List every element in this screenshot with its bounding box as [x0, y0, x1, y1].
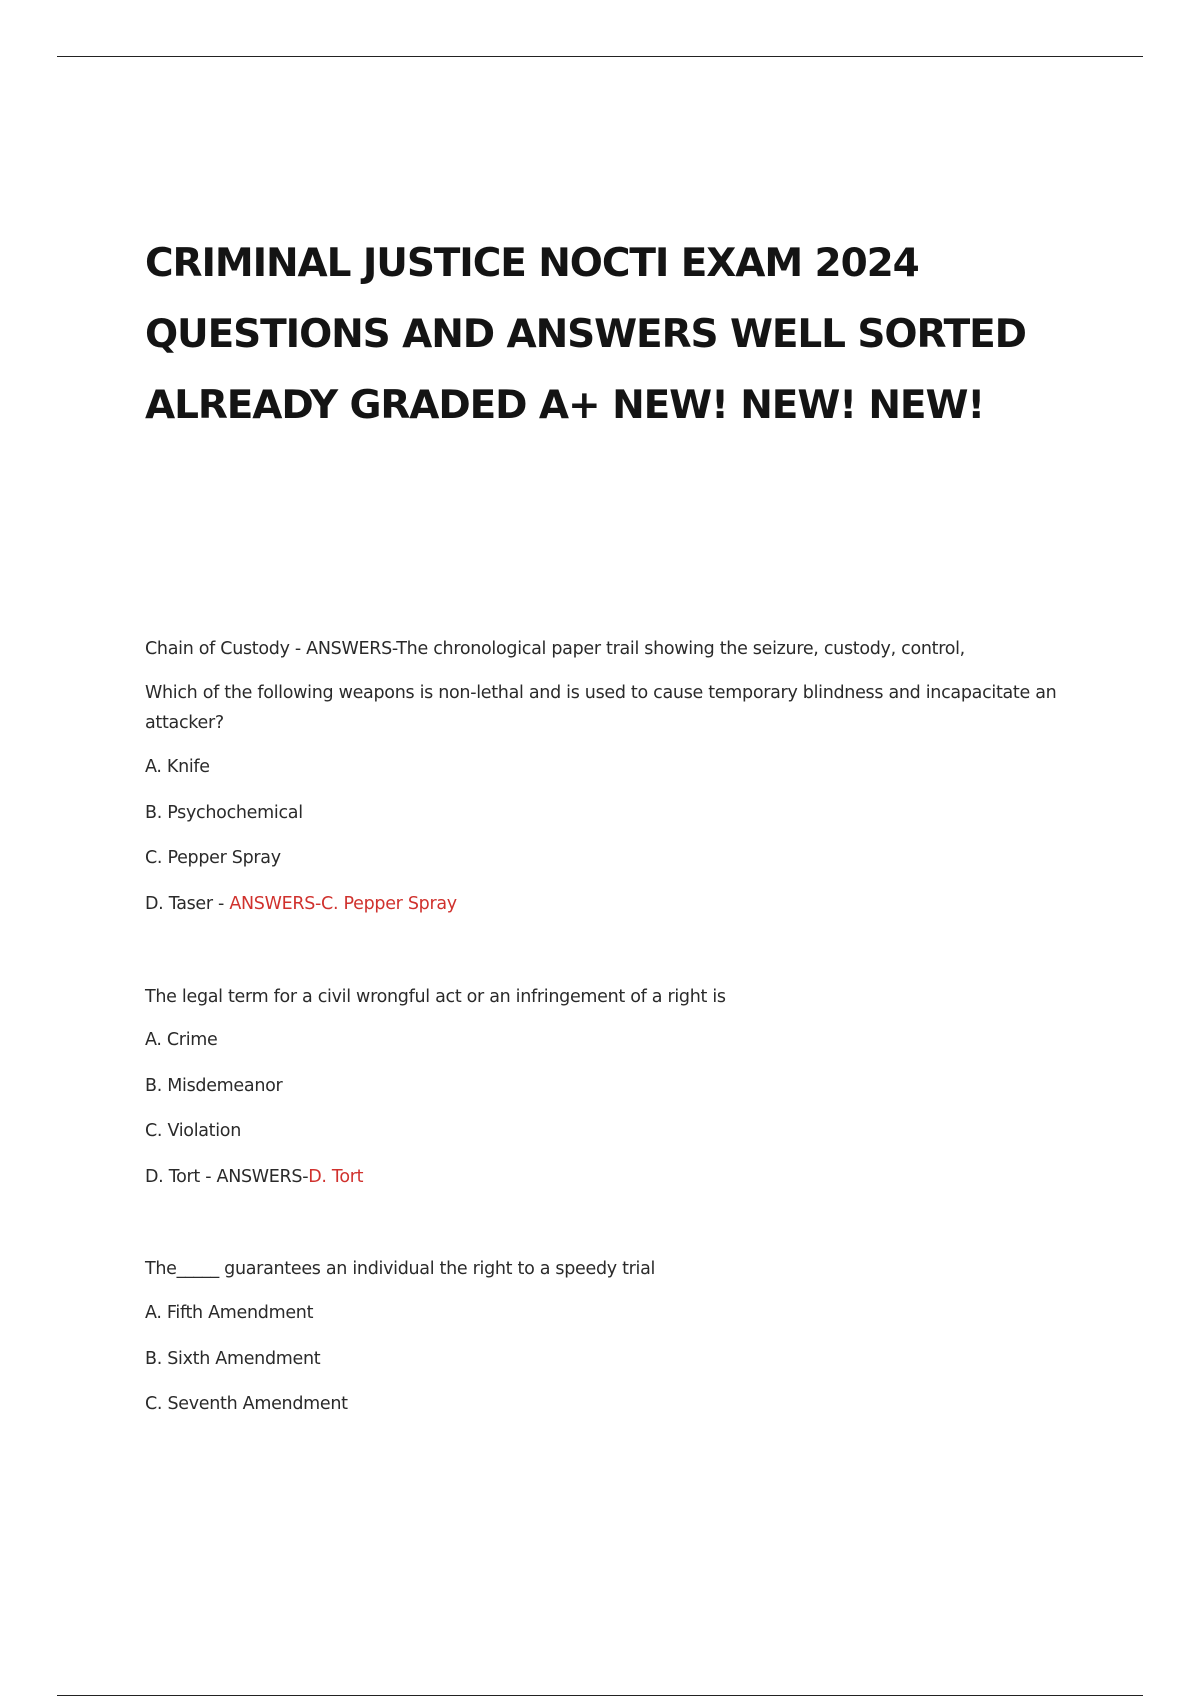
question-2-option-c: C. Violation [145, 1121, 242, 1141]
question-3-option-a: A. Fifth Amendment [145, 1303, 314, 1323]
title-line-2: QUESTIONS AND ANSWERS WELL SORTED [145, 312, 1026, 357]
question-1-prompt: Which of the following weapons is non-lethal and is used to cause temporary blindness and incapacitate an attacker? [145, 683, 1057, 733]
bottom-rule [57, 1695, 1143, 1696]
title-line-1: CRIMINAL JUSTICE NOCTI EXAM 2024 [145, 241, 919, 286]
question-2-prompt: The legal term for a civil wrongful act or an infringement of a right is [145, 987, 726, 1007]
question-1-option-c: C. Pepper Spray [145, 848, 281, 868]
question-2-answer: D. Tort [308, 1167, 364, 1187]
question-3-option-b: B. Sixth Amendment [145, 1349, 321, 1369]
question-2-option-d [145, 1162, 1105, 1192]
document-title [145, 228, 1145, 441]
question-2-option-d-label: D. Tort - ANSWERS- [145, 1167, 309, 1187]
question-2-option-a: A. Crime [145, 1030, 218, 1050]
question-2-option-b: B. Misdemeanor [145, 1076, 283, 1096]
top-rule [57, 56, 1143, 57]
question-1-answer: ANSWERS-C. Pepper Spray [229, 894, 457, 914]
question-1-option-a: A. Knife [145, 757, 210, 777]
title-line-3: ALREADY GRADED A+ NEW! NEW! NEW! [145, 383, 985, 428]
question-3-prompt: The_____ guarantees an individual the right to a speedy trial [145, 1259, 656, 1279]
intro-line: Chain of Custody - ANSWERS-The chronological paper trail showing the seizure, custody, control, [145, 639, 965, 659]
question-3-option-c: C. Seventh Amendment [145, 1394, 348, 1414]
question-1-option-b: B. Psychochemical [145, 803, 303, 823]
question-1-option-d [145, 889, 1105, 919]
question-1-option-d-label: D. Taser - [145, 894, 230, 914]
